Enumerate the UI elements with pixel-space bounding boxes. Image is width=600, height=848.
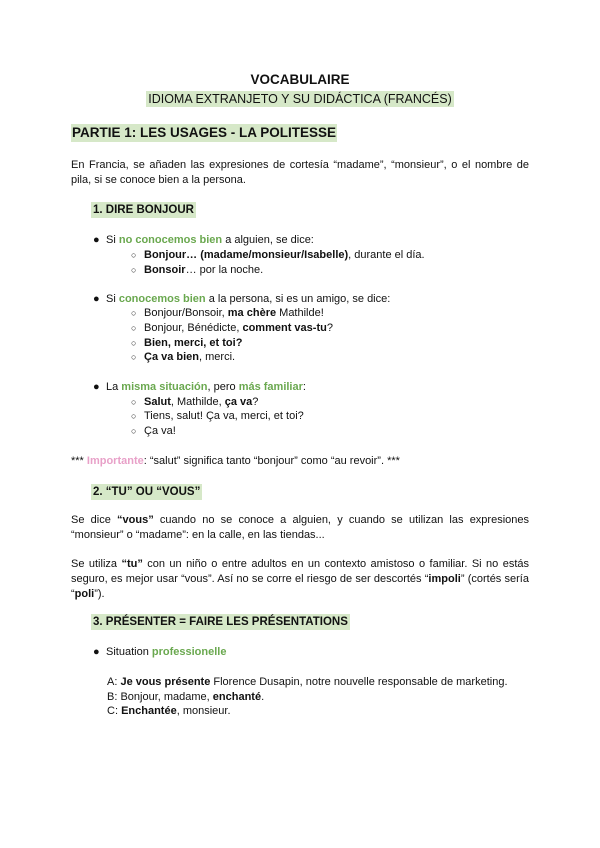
circle-bullet-icon: ○ xyxy=(131,265,137,275)
document-page: VOCABULAIRE IDIOMA EXTRANJETO Y SU DIDÁCTICA (FRANCÉS) PARTIE 1: LES USAGES - LA POLITESSE En Francia, se añaden las expresiones de cortesía “madame”, “monsieur”, o el nombre de pila, si se conoce bien a la persona. 1. DIRE BONJOUR ● Si no conocemos bien a alguien, se dice: ○ Bonjour… (madame/monsieur/Isabelle), durante el día. ○ Bonsoir… por la noche. ● Si conocemos bien a la persona, si es un amigo, se dice: ○ Bonjour/Bonsoir, ma chère Mathilde! ○ Bonjour, Bénédicte, comment vas-tu? ○ Bien, merci, et toi? ○ Ça va bien, merci. ● La misma situación, pero más familiar: ○ Salut, Mathilde, ça va? ○ Tiens, salut! Ça va, merci, et toi? ○ Ça va! *** Importante: “salut” significa tanto “bonjour” como “au revoir”. *** 2. “TU” OU “VOUS” Se dice “vous” cuando no se conoce a alguien, y cuando se utilizan las expresiones “monsieur” o “madame”: en la calle, en las tiendas... Se utiliza “tu” con un niño o entre adultos en un contexto amistoso o familiar. Si no estás seguro, es mejor usar “vous”. Así no se corre el riesgo de ser descortés “impoli” (cortés sería “poli”). 3. PRÉSENTER = FAIRE LES PRÉSENTATIONS ● Situation professionelle A: Je vous présente Florence Dusapin, notre nouvelle responsable de marketing. B: Bonjour, madame, enchanté. C: Enchantée, monsieur. xyxy=(0,0,600,848)
paragraph-vous: Se dice “vous” cuando no se conoce a alguien, y cuando se utilizan las expresiones “monsieur” o “madame”: en la calle, en las tiendas... xyxy=(71,514,530,541)
bullet-icon: ● xyxy=(93,381,100,393)
highlight-text: professionelle xyxy=(151,646,227,658)
part-heading: PARTIE 1: LES USAGES - LA POLITESSE xyxy=(72,125,337,140)
note-line: *** Importante: “salut” significa tanto “bonjour” como “au revoir”. *** xyxy=(71,455,400,467)
circle-bullet-icon: ○ xyxy=(131,397,137,407)
highlight-text: no conocemos bien xyxy=(118,234,223,246)
circle-bullet-icon: ○ xyxy=(131,352,137,362)
intro-paragraph: En Francia, se añaden las expresiones de cortesía “madame”, “monsieur”, o el nombre de pila, si se conoce bien a la persona. xyxy=(71,159,529,186)
document-subtitle: IDIOMA EXTRANJETO Y SU DIDÁCTICA (FRANCÉS) xyxy=(148,92,452,106)
document-title: VOCABULAIRE xyxy=(250,72,350,87)
circle-bullet-icon: ○ xyxy=(131,338,137,348)
highlight-text: misma situación xyxy=(121,381,208,393)
circle-bullet-icon: ○ xyxy=(131,411,137,421)
circle-bullet-icon: ○ xyxy=(131,308,137,318)
highlight-text: más familiar xyxy=(238,381,303,393)
circle-bullet-icon: ○ xyxy=(131,426,137,436)
dialog-line-c: C: Enchantée, monsieur. xyxy=(107,705,231,717)
bullet-icon: ● xyxy=(93,293,100,305)
bullet-icon: ● xyxy=(93,646,100,658)
circle-bullet-icon: ○ xyxy=(131,250,137,260)
section-heading-presenter: 3. PRÉSENTER = FAIRE LES PRÉSENTATIONS xyxy=(93,616,348,628)
important-label: Importante xyxy=(86,455,144,467)
highlight-text: conocemos bien xyxy=(118,293,206,305)
dialog-line-a: A: Je vous présente Florence Dusapin, notre nouvelle responsable de marketing. xyxy=(107,676,508,688)
dialog-line-b: B: Bonjour, madame, enchanté. xyxy=(107,691,265,703)
paragraph-tu: Se utiliza “tu” con un niño o entre adultos en un contexto amistoso o familiar. Si no estás seguro, es mejor usar “vous”. Así no se corre el riesgo de ser descortés “impoli” (cortés sería “poli”). xyxy=(71,558,529,600)
section-heading-tu-ou-vous: 2. “TU” OU “VOUS” xyxy=(93,486,201,498)
circle-bullet-icon: ○ xyxy=(131,323,137,333)
section-heading-dire-bonjour: 1. DIRE BONJOUR xyxy=(93,204,194,216)
bullet-icon: ● xyxy=(93,234,100,246)
